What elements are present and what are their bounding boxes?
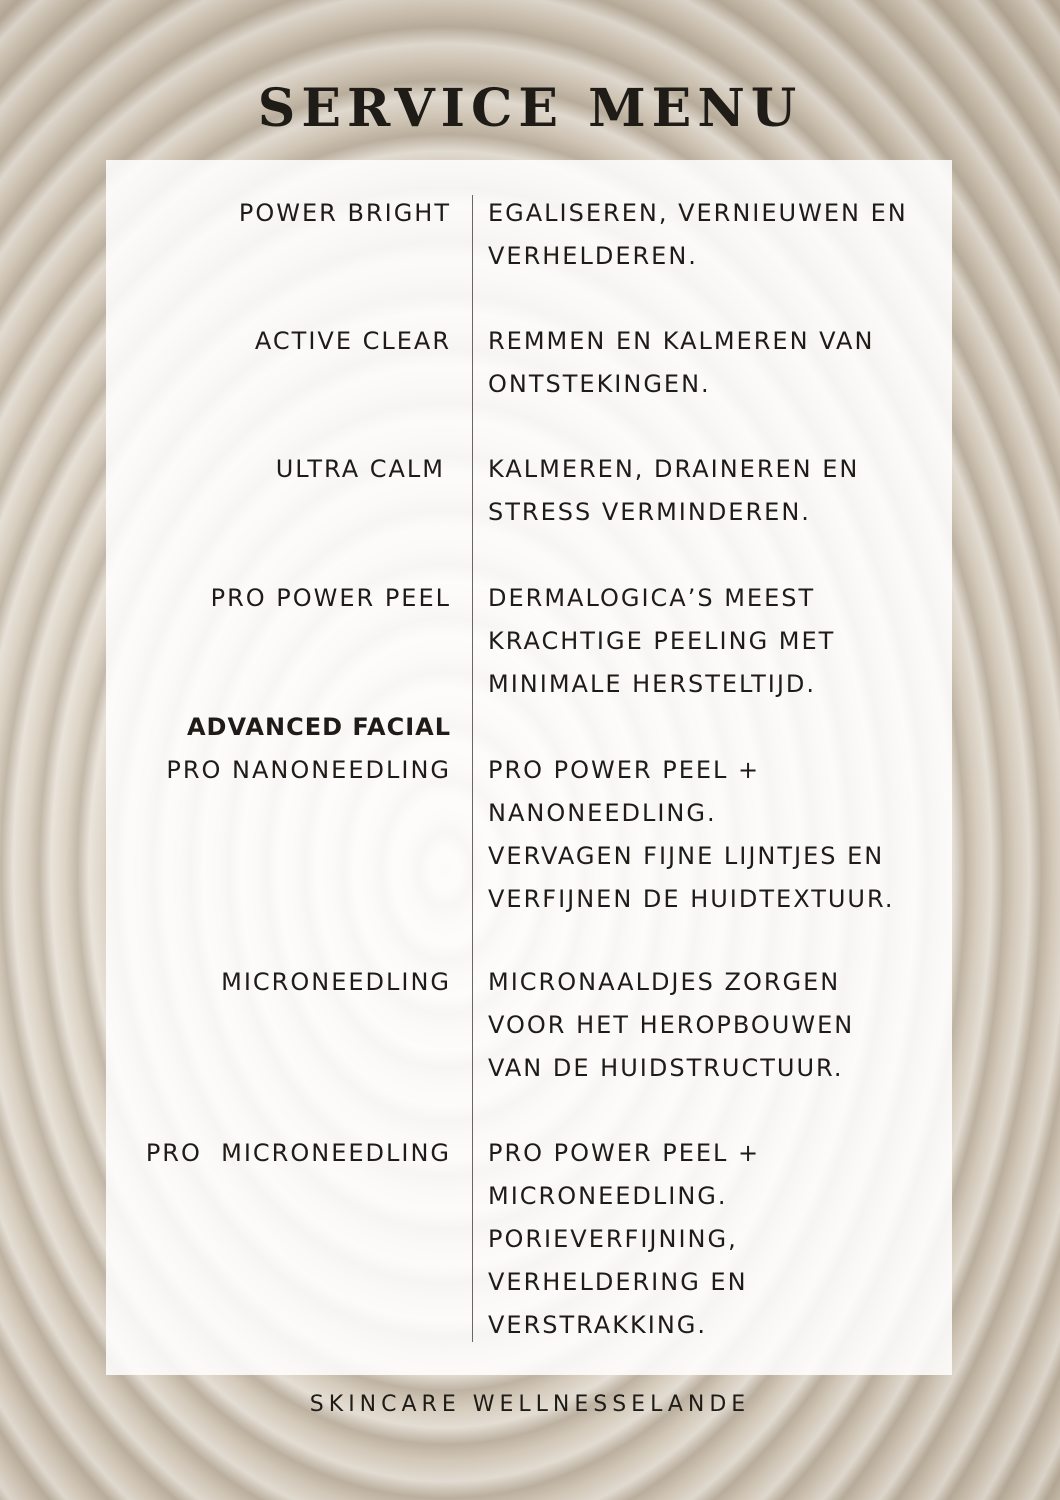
description-line: PRO POWER PEEL + [488, 756, 761, 784]
service-name: PRO MICRONEEDLING [145, 1139, 451, 1167]
service-description [488, 577, 948, 706]
description-line: VERHELDEREN. [488, 242, 698, 270]
service-description [488, 749, 948, 921]
description-line: REMMEN EN KALMEREN VAN [488, 327, 875, 355]
description-line: VAN DE HUIDSTRUCTUUR. [488, 1054, 844, 1082]
description-line: VERVAGEN FIJNE LIJNTJES EN [488, 842, 885, 870]
description-line: MICRONEEDLING. [488, 1182, 728, 1210]
description-line: KRACHTIGE PEELING MET [488, 627, 836, 655]
description-line: DERMALOGICA’S MEEST [488, 584, 816, 612]
description-line: NANONEEDLING. [488, 799, 717, 827]
section-heading: ADVANCED FACIAL [186, 713, 451, 741]
service-description [488, 448, 948, 534]
column-divider [472, 195, 473, 1342]
description-line: PRO POWER PEEL + [488, 1139, 761, 1167]
description-line: MICRONAALDJES ZORGEN [488, 968, 841, 996]
description-line: VERSTRAKKING. [488, 1311, 708, 1339]
description-line: PORIEVERFIJNING, [488, 1225, 738, 1253]
footer-brand: SKINCARE WELLNESSELANDE [309, 1392, 751, 1417]
service-description [488, 320, 948, 406]
description-line: ONTSTEKINGEN. [488, 370, 711, 398]
description-line: MINIMALE HERSTELTIJD. [488, 670, 817, 698]
service-name: ACTIVE CLEAR [254, 327, 451, 355]
service-description [488, 192, 948, 278]
service-name: POWER BRIGHT [238, 199, 451, 227]
description-line: STRESS VERMINDEREN. [488, 498, 811, 526]
service-name: MICRONEEDLING [221, 968, 451, 996]
description-line: EGALISEREN, VERNIEUWEN EN [488, 199, 908, 227]
service-name: PRO POWER PEEL [210, 584, 451, 612]
description-line: VERHELDERING EN [488, 1268, 748, 1296]
service-description [488, 1132, 948, 1347]
service-name: PRO NANONEEDLING [166, 756, 451, 784]
page-title: SERVICE MENU [257, 78, 803, 139]
description-line: VERFIJNEN DE HUIDTEXTUUR. [488, 885, 895, 913]
description-line: KALMEREN, DRAINEREN EN [488, 455, 860, 483]
description-line: VOOR HET HEROPBOUWEN [488, 1011, 855, 1039]
service-name: ULTRA CALM [275, 455, 445, 483]
service-description [488, 961, 948, 1090]
